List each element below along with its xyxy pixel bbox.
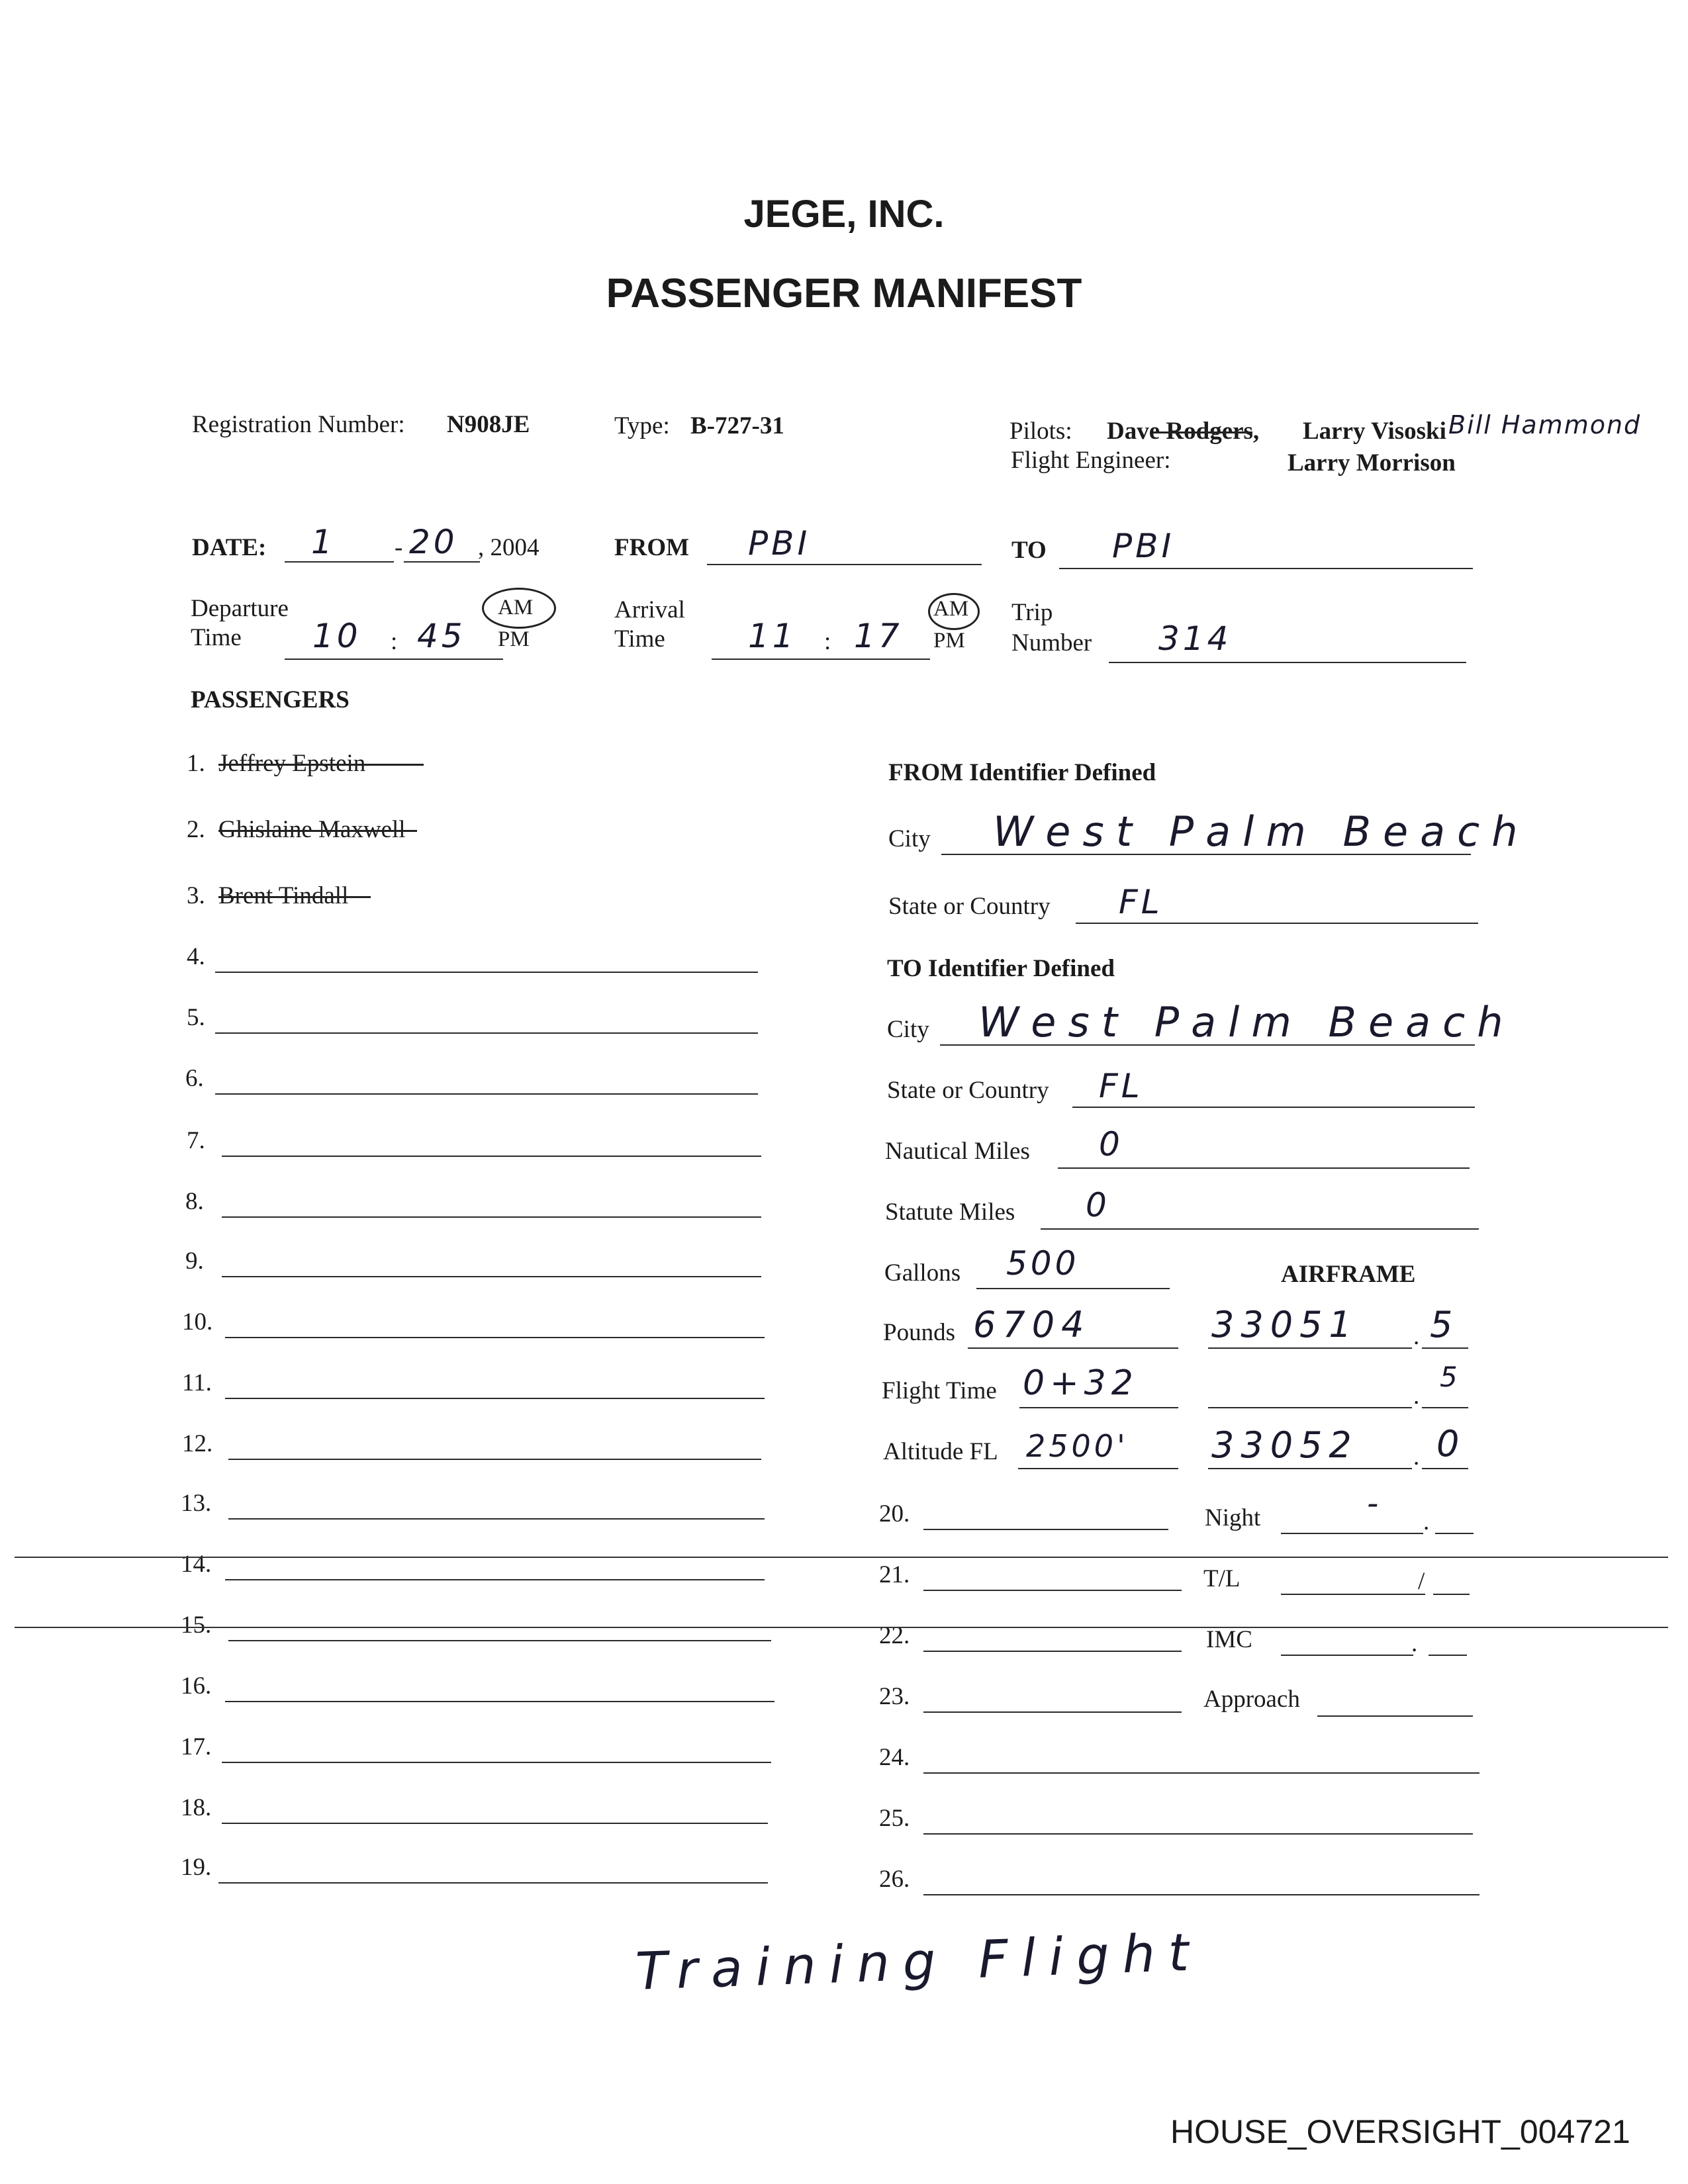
- flight-time-value: 0+32: [1023, 1363, 1139, 1403]
- passenger-name-line: [923, 1651, 1182, 1652]
- page-strike-line-1: [15, 1557, 1668, 1558]
- passenger-number: 7.: [187, 1127, 205, 1154]
- arrival-colon: :: [824, 628, 831, 655]
- passenger-number: 5.: [187, 1004, 205, 1031]
- airframe-dot-1: .: [1413, 1323, 1420, 1350]
- statute-miles-value: 0: [1086, 1186, 1110, 1224]
- passenger-name-line: [222, 1276, 761, 1277]
- departure-colon: :: [391, 628, 398, 655]
- altitude-label: Altitude FL: [883, 1438, 998, 1465]
- arrival-minute: 17: [854, 617, 903, 655]
- training-flight-note: Training Flight: [634, 1923, 1203, 2002]
- tl-slash: /: [1418, 1568, 1425, 1595]
- date-day: 20: [409, 523, 458, 561]
- nautical-miles-label: Nautical Miles: [885, 1138, 1030, 1165]
- from-city-value: West Palm Beach: [993, 807, 1530, 856]
- trip-label-1: Trip: [1011, 599, 1053, 626]
- imc-dot: .: [1411, 1630, 1418, 1657]
- passenger-name-line: [225, 1398, 765, 1399]
- passenger-name-strikethrough: [218, 830, 417, 832]
- passenger-name-line: [215, 972, 758, 973]
- departure-pm: PM: [498, 627, 530, 651]
- airframe-value-3: 33052: [1211, 1424, 1358, 1466]
- arrival-am-circle: [928, 593, 980, 630]
- airframe-dot-2: .: [1413, 1383, 1420, 1410]
- passenger-name-line: [222, 1762, 771, 1763]
- departure-hour: 10: [312, 617, 361, 655]
- passengers-heading: PASSENGERS: [191, 686, 350, 713]
- date-year: , 2004: [478, 534, 539, 561]
- passenger-number: 8.: [185, 1188, 204, 1215]
- passenger-number: 26.: [879, 1866, 910, 1893]
- airframe-dot-3: .: [1413, 1443, 1420, 1471]
- passenger-number: 24.: [879, 1744, 910, 1771]
- passenger-number: 11.: [182, 1369, 212, 1396]
- passenger-number: 9.: [185, 1248, 204, 1275]
- passenger-name-line: [228, 1640, 771, 1641]
- from-value: PBI: [748, 524, 811, 563]
- passenger-name: Ghislaine Maxwell: [218, 816, 406, 843]
- to-city-value: West Palm Beach: [978, 998, 1515, 1046]
- arrival-hour: 11: [748, 617, 797, 655]
- passenger-number: 19.: [181, 1854, 212, 1881]
- date-month: 1: [311, 523, 336, 561]
- passenger-number: 22.: [879, 1622, 910, 1649]
- passenger-name-line: [923, 1833, 1473, 1835]
- flight-time-label: Flight Time: [882, 1377, 997, 1404]
- passenger-name-line: [923, 1529, 1168, 1530]
- passenger-name-line: [923, 1772, 1479, 1774]
- passenger-name-line: [218, 1882, 768, 1884]
- to-state-label: State or Country: [887, 1077, 1049, 1104]
- document-id: HOUSE_OVERSIGHT_004721: [1170, 2113, 1630, 2150]
- passenger-name-line: [222, 1156, 761, 1157]
- passenger-name-strikethrough: [218, 896, 371, 898]
- airframe-value-1: 33051: [1211, 1304, 1358, 1345]
- from-label: FROM: [614, 534, 690, 561]
- departure-label-1: Departure: [191, 595, 289, 622]
- passenger-name-line: [923, 1711, 1182, 1713]
- passenger-name-line: [215, 1093, 758, 1095]
- passenger-number: 17.: [181, 1733, 212, 1760]
- tl-label: T/L: [1203, 1565, 1241, 1592]
- pounds-value: 6704: [973, 1304, 1091, 1345]
- passenger-name: Brent Tindall: [218, 882, 349, 909]
- passenger-number: 6.: [185, 1065, 204, 1092]
- arrival-label-2: Time: [614, 625, 665, 653]
- pilot-2: Larry Visoski: [1303, 418, 1446, 445]
- passenger-number: 20.: [879, 1500, 910, 1527]
- pilot-3-handwritten: Bill Hammond: [1448, 410, 1642, 439]
- passenger-number: 13.: [181, 1490, 212, 1517]
- night-label: Night: [1205, 1504, 1261, 1531]
- passenger-number: 15.: [181, 1612, 212, 1639]
- nautical-miles-value: 0: [1099, 1125, 1123, 1163]
- pilots-label: Pilots:: [1009, 418, 1072, 445]
- registration-value: N908JE: [447, 411, 530, 438]
- passenger-name-line: [228, 1459, 761, 1460]
- from-identifier-heading: FROM Identifier Defined: [888, 759, 1156, 786]
- passenger-number: 12.: [182, 1430, 213, 1457]
- to-state-value: FL: [1099, 1067, 1143, 1105]
- departure-am-circle: [482, 588, 556, 629]
- passenger-number: 10.: [182, 1308, 213, 1336]
- pounds-label: Pounds: [883, 1319, 955, 1346]
- company-name: JEGE, INC.: [743, 193, 945, 236]
- departure-minute: 45: [417, 617, 466, 655]
- engineer-value: Larry Morrison: [1288, 449, 1456, 477]
- approach-label: Approach: [1203, 1686, 1300, 1713]
- airframe-decimal-2: 5: [1440, 1361, 1461, 1393]
- to-identifier-heading: TO Identifier Defined: [887, 955, 1115, 982]
- passenger-name-line: [923, 1590, 1182, 1591]
- arrival-label-1: Arrival: [614, 596, 685, 623]
- departure-am: AM: [498, 596, 534, 619]
- departure-label-2: Time: [191, 624, 242, 651]
- from-state-label: State or Country: [888, 893, 1051, 920]
- page-title: PASSENGER MANIFEST: [606, 271, 1082, 316]
- passenger-name-line: [225, 1701, 774, 1702]
- passenger-number: 4.: [187, 943, 205, 970]
- pilot-1: Dave Rodgers,: [1107, 418, 1260, 445]
- date-label: DATE:: [192, 534, 267, 561]
- pilot-1-strikethrough: [1153, 432, 1252, 433]
- type-label: Type:: [614, 412, 670, 439]
- engineer-label: Flight Engineer:: [1011, 447, 1171, 474]
- trip-label-2: Number: [1011, 629, 1092, 657]
- passenger-name-line: [215, 1032, 758, 1034]
- airframe-decimal-1: 5: [1430, 1304, 1456, 1345]
- night-value: -: [1367, 1485, 1382, 1522]
- passenger-name-strikethrough: [218, 764, 424, 766]
- imc-label: IMC: [1206, 1626, 1252, 1653]
- passenger-number: 23.: [879, 1683, 910, 1710]
- page-strike-line-2: [15, 1627, 1668, 1628]
- passenger-name-line: [225, 1337, 765, 1338]
- passenger-number: 3.: [187, 882, 205, 909]
- passenger-number: 25.: [879, 1805, 910, 1832]
- to-value: PBI: [1112, 527, 1175, 565]
- trip-number: 314: [1158, 619, 1232, 658]
- gallons-label: Gallons: [884, 1259, 961, 1287]
- passenger-number: 2.: [187, 816, 205, 843]
- statute-miles-label: Statute Miles: [885, 1199, 1015, 1226]
- passenger-name-line: [222, 1823, 768, 1824]
- altitude-value: 2500': [1026, 1428, 1129, 1464]
- date-sep: -: [395, 534, 403, 561]
- passenger-name: Jeffrey Epstein: [218, 750, 366, 777]
- passenger-number: 18.: [181, 1794, 212, 1821]
- airframe-heading: AIRFRAME: [1281, 1261, 1416, 1288]
- passenger-number: 21.: [879, 1561, 910, 1588]
- night-dot: .: [1423, 1508, 1430, 1535]
- arrival-pm: PM: [933, 629, 965, 653]
- passenger-name-line: [222, 1216, 761, 1218]
- passenger-name-line: [228, 1518, 765, 1520]
- passenger-number: 16.: [181, 1672, 212, 1700]
- gallons-value: 500: [1006, 1244, 1080, 1283]
- passenger-name-line: [225, 1579, 765, 1580]
- type-value: B-727-31: [690, 412, 784, 439]
- arrival-am: AM: [933, 597, 969, 621]
- passenger-number: 14.: [181, 1551, 212, 1578]
- passenger-number: 1.: [187, 750, 205, 777]
- registration-label: Registration Number:: [192, 411, 405, 438]
- to-city-label: City: [887, 1016, 929, 1043]
- from-city-label: City: [888, 825, 931, 852]
- to-label: TO: [1011, 537, 1047, 564]
- from-state-value: FL: [1119, 883, 1163, 921]
- airframe-decimal-3: 0: [1436, 1423, 1463, 1465]
- passenger-name-line: [923, 1894, 1479, 1895]
